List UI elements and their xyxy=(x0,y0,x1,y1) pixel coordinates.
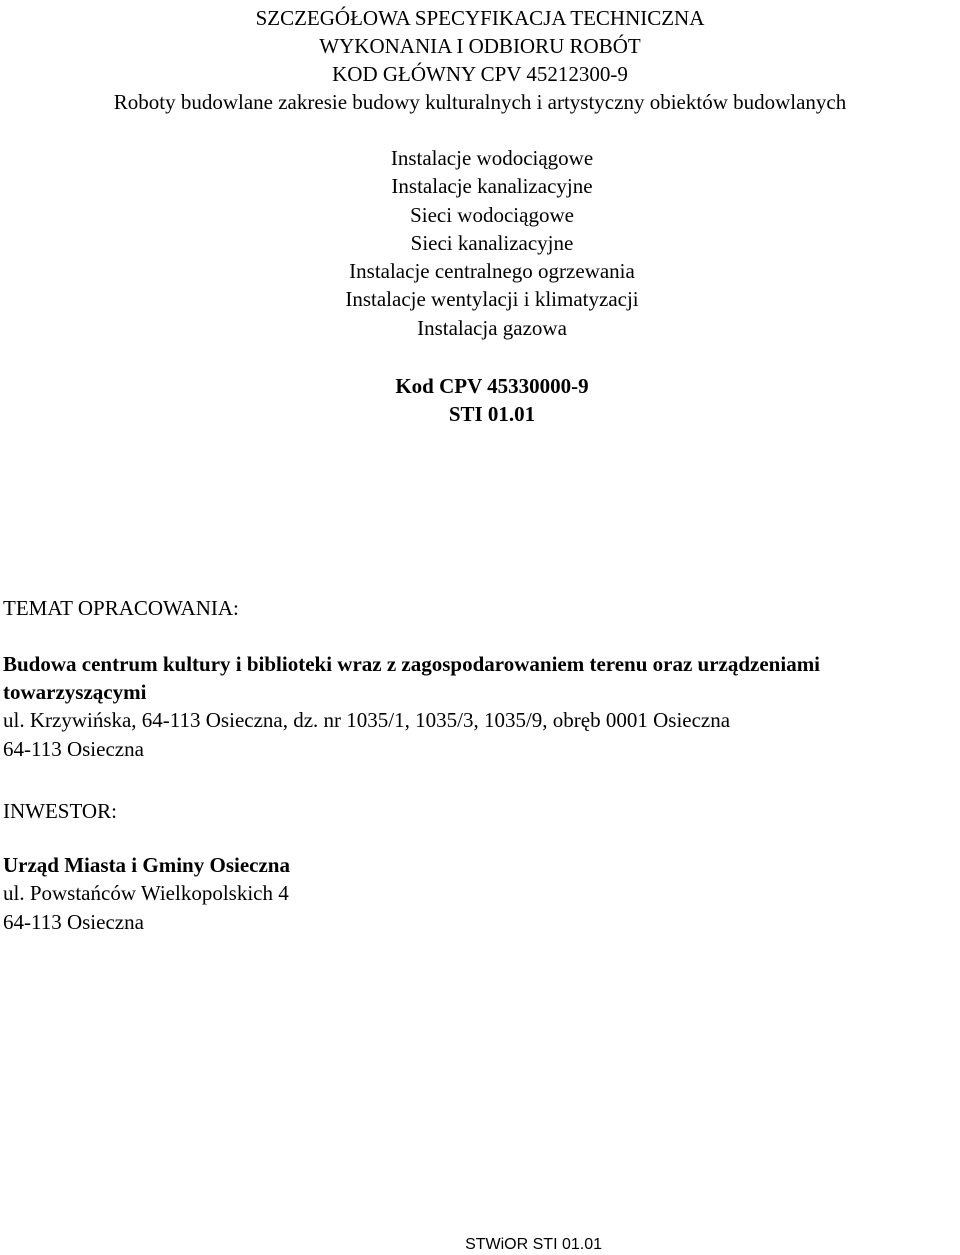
investor-postal-code: 64-113 Osieczna xyxy=(3,910,144,934)
investor-street: ul. Powstańców Wielkopolskich 4 xyxy=(3,881,289,905)
project-title: Budowa centrum kultury i biblioteki wraz z zagospodarowaniem terenu oraz urządzeniami towarzyszącymi xyxy=(3,652,821,704)
project-address: ul. Krzywińska, 64-113 Osieczna, dz. nr 1035/1, 1035/3, 1035/9, obręb 0001 Osieczna xyxy=(3,708,731,732)
topic-section xyxy=(3,594,958,764)
sti-code: STI 01.01 xyxy=(448,402,536,426)
scope-item: Instalacje wodociągowe xyxy=(390,146,594,170)
spec-title: SZCZEGÓŁOWA SPECYFIKACJA TECHNICZNA xyxy=(255,6,705,30)
investor-section xyxy=(3,797,958,937)
cpv-code: Kod CPV 45330000-9 xyxy=(395,374,589,398)
document-header xyxy=(0,4,960,116)
works-description: Roboty budowlane zakresie budowy kulturalnych i artystyczny obiektów budowlanych xyxy=(113,90,847,114)
project-postal-code: 64-113 Osieczna xyxy=(3,737,144,761)
scope-item: Instalacje kanalizacyjne xyxy=(391,174,593,199)
page-footer: STWiOR STI 01.01 xyxy=(465,1236,602,1253)
scope-item: Instalacje wentylacji i klimatyzacji xyxy=(345,287,639,312)
code-block xyxy=(0,372,960,428)
topic-heading: TEMAT OPRACOWANIA: xyxy=(3,596,239,620)
installation-scope-list xyxy=(0,144,960,342)
scope-item: Sieci kanalizacyjne xyxy=(410,230,574,255)
scope-item: Instalacja gazowa xyxy=(417,315,567,340)
investor-heading: INWESTOR: xyxy=(3,799,117,823)
scope-item: Instalacje centralnego ogrzewania xyxy=(349,259,635,284)
investor-name: Urząd Miasta i Gminy Osieczna xyxy=(3,853,290,877)
scope-item: Sieci wodociągowe xyxy=(410,202,574,227)
main-cpv-code: KOD GŁÓWNY CPV 45212300-9 xyxy=(332,62,628,86)
spec-subtitle: WYKONANIA I ODBIORU ROBÓT xyxy=(319,34,641,58)
